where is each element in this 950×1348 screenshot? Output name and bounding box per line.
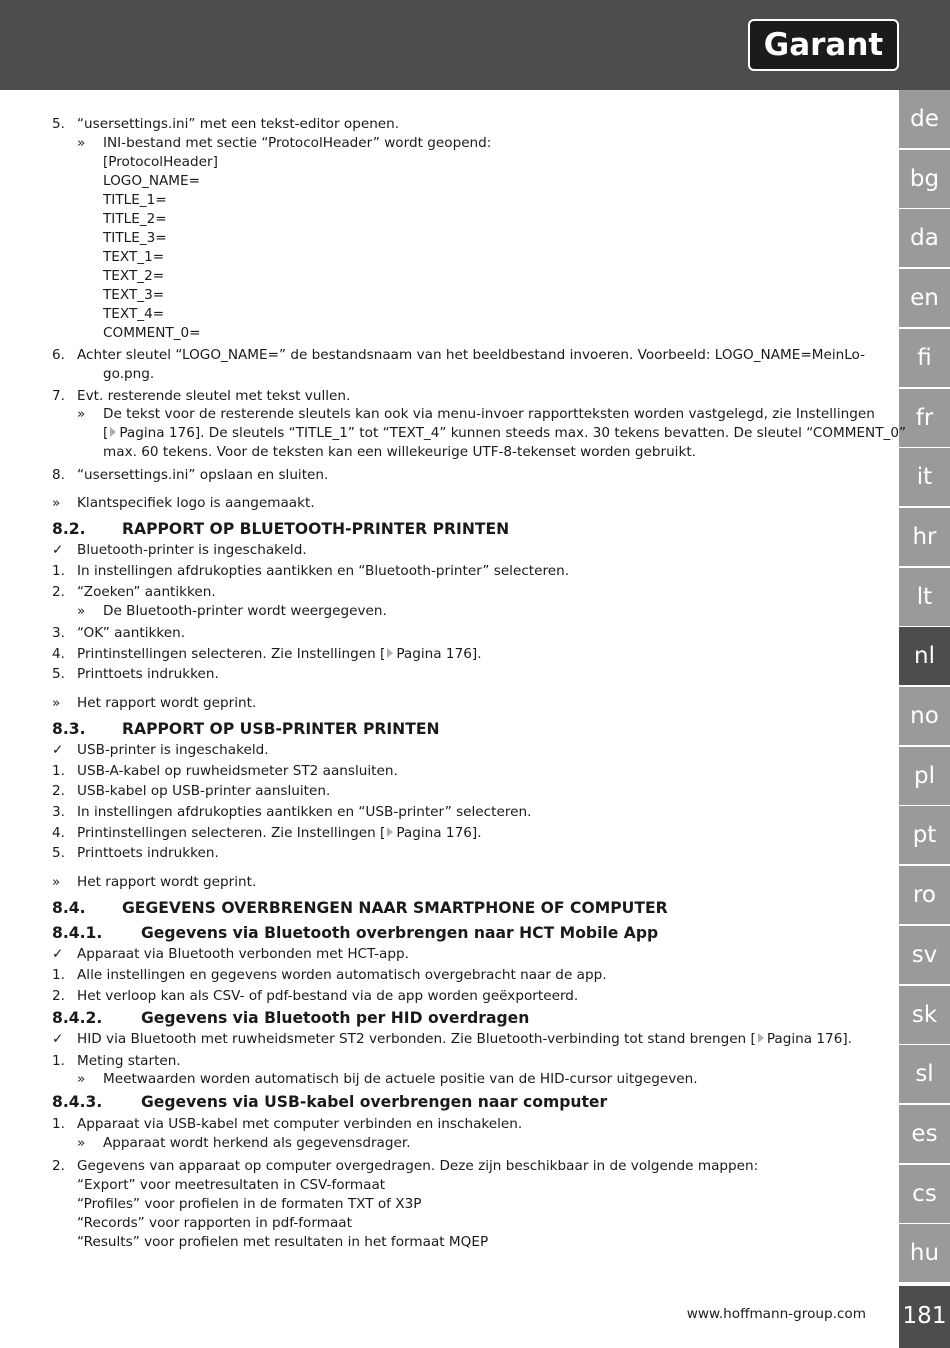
- body-text-line: Gegevens van apparaat op computer overgedragen. Deze zijn beschikbaar in de volgende mappen:: [77, 1158, 759, 1174]
- language-tab-pl[interactable]: pl: [899, 747, 950, 805]
- language-tab-de[interactable]: de: [899, 90, 950, 148]
- body-text-line: Het rapport wordt geprint.: [77, 695, 257, 711]
- body-text-line: TITLE_1=: [103, 192, 167, 208]
- result-marker: »: [52, 495, 61, 511]
- language-tab-sl[interactable]: sl: [899, 1045, 950, 1103]
- step-number: 1.: [52, 1116, 65, 1132]
- body-text-line: TEXT_4=: [103, 306, 165, 322]
- step-number: 4.: [52, 825, 65, 841]
- body-text-line: “Export” voor meetresultaten in CSV-formaat: [77, 1177, 386, 1193]
- checkmark-icon: ✓: [52, 742, 64, 758]
- language-tab-fr[interactable]: fr: [899, 389, 950, 447]
- body-text-line: [103, 424, 906, 443]
- step-number: 2.: [52, 584, 65, 600]
- body-text-line: [77, 645, 482, 664]
- body-text-line: Evt. resterende sleutel met tekst vullen.: [77, 388, 351, 404]
- body-text-line: TITLE_3=: [103, 230, 167, 246]
- language-tab-es[interactable]: es: [899, 1105, 950, 1163]
- page-number: 181: [899, 1286, 950, 1348]
- language-tab-en[interactable]: en: [899, 269, 950, 327]
- step-number: 3.: [52, 804, 65, 820]
- section-title: Gegevens via USB-kabel overbrengen naar computer: [141, 1093, 608, 1111]
- step-number: 5.: [52, 666, 65, 682]
- step-number: 1.: [52, 563, 65, 579]
- body-text-line: Apparaat via Bluetooth verbonden met HCT-app.: [77, 946, 409, 962]
- step-number: 5.: [52, 845, 65, 861]
- text-part: HID via Bluetooth met ruwheidsmeter ST2 verbonden. Zie Bluetooth-verbinding tot stand brengen [: [77, 1031, 756, 1047]
- checkmark-icon: ✓: [52, 542, 64, 558]
- page-reference-link[interactable]: Pagina 176: [396, 825, 472, 841]
- body-text-line: “Profiles” voor profielen in de formaten TXT of X3P: [77, 1196, 422, 1212]
- text-part: Printinstellingen selecteren. Zie Instellingen [: [77, 646, 386, 662]
- step-number: 8.: [52, 467, 65, 483]
- step-number: 7.: [52, 388, 65, 404]
- result-marker: »: [77, 1071, 86, 1087]
- language-tab-sv[interactable]: sv: [899, 926, 950, 984]
- body-text-line: [77, 1030, 852, 1049]
- body-text-line: max. 60 tekens. Voor de teksten kan een willekeurige UTF-8-tekenset worden gebruikt.: [103, 444, 696, 460]
- step-number: 6.: [52, 347, 65, 363]
- body-text-line: Apparaat via USB-kabel met computer verbinden en inschakelen.: [77, 1116, 523, 1132]
- step-number: 1.: [52, 763, 65, 779]
- result-marker: »: [52, 874, 61, 890]
- step-number: 2.: [52, 988, 65, 1004]
- step-number: 2.: [52, 1158, 65, 1174]
- cross-reference-arrow-icon: [758, 1033, 764, 1043]
- section-number: 8.4.2.: [52, 1009, 103, 1027]
- section-number: 8.3.: [52, 720, 86, 738]
- text-part: ].: [471, 825, 482, 841]
- body-text-line: “OK” aantikken.: [77, 625, 186, 641]
- body-text-line: Achter sleutel “LOGO_NAME=” de bestandsnaam van het beeldbestand invoeren. Voorbeeld: LOGO_NAME=MeinLo-: [77, 347, 866, 363]
- body-text-line: USB-printer is ingeschakeld.: [77, 742, 269, 758]
- body-text-line: In instellingen afdrukopties aantikken en “USB-printer” selecteren.: [77, 804, 532, 820]
- section-number: 8.4.1.: [52, 924, 103, 942]
- language-tab-nl[interactable]: nl: [899, 627, 950, 685]
- body-text-line: Printtoets indrukken.: [77, 845, 219, 861]
- step-number: 1.: [52, 967, 65, 983]
- body-text-line: Klantspecifiek logo is aangemaakt.: [77, 495, 315, 511]
- language-tab-no[interactable]: no: [899, 687, 950, 745]
- body-text-line: Bluetooth-printer is ingeschakeld.: [77, 542, 307, 558]
- body-text-line: TEXT_2=: [103, 268, 165, 284]
- text-part: Printinstellingen selecteren. Zie Instellingen [: [77, 825, 386, 841]
- language-tab-da[interactable]: da: [899, 209, 950, 267]
- body-text-line: “usersettings.ini” met een tekst-editor openen.: [77, 116, 400, 132]
- text-part: ].: [842, 1031, 852, 1047]
- language-tab-sk[interactable]: sk: [899, 986, 950, 1044]
- page-reference-link[interactable]: Pagina 176: [396, 646, 472, 662]
- step-number: 1.: [52, 1053, 65, 1069]
- section-title: RAPPORT OP USB-PRINTER PRINTEN: [122, 720, 440, 738]
- body-text-line: De tekst voor de resterende sleutels kan ook via menu-invoer rapportteksten worden vastgelegd, zie Instellingen: [103, 406, 875, 422]
- body-text-line: TEXT_1=: [103, 249, 165, 265]
- body-text-line: COMMENT_0=: [103, 325, 201, 341]
- text-part: [: [103, 425, 109, 441]
- language-tab-ro[interactable]: ro: [899, 866, 950, 924]
- checkmark-icon: ✓: [52, 946, 64, 962]
- footer-url[interactable]: www.hoffmann-group.com: [686, 1306, 866, 1322]
- step-number: 4.: [52, 646, 65, 662]
- text-part: ]. De sleutels “TITLE_1” tot “TEXT_4” kunnen steeds max. 30 tekens bevatten. De sleutel “COMMENT_0”: [194, 425, 907, 441]
- step-number: 2.: [52, 783, 65, 799]
- language-tab-hu[interactable]: hu: [899, 1224, 950, 1282]
- body-text-line: Apparaat wordt herkend als gegevensdrager.: [103, 1135, 411, 1151]
- language-tab-bg[interactable]: bg: [899, 150, 950, 208]
- language-tab-it[interactable]: it: [899, 448, 950, 506]
- result-marker: »: [77, 1135, 86, 1151]
- body-text-line: TITLE_2=: [103, 211, 167, 227]
- body-text-line: TEXT_3=: [103, 287, 165, 303]
- body-text-line: “Results” voor profielen met resultaten in het formaat MQEP: [77, 1234, 489, 1250]
- body-text-line: De Bluetooth-printer wordt weergegeven.: [103, 603, 387, 619]
- body-text-line: go.png.: [103, 366, 155, 382]
- section-title: GEGEVENS OVERBRENGEN NAAR SMARTPHONE OF COMPUTER: [122, 899, 668, 917]
- section-title: Gegevens via Bluetooth overbrengen naar HCT Mobile App: [141, 924, 659, 942]
- section-number: 8.4.3.: [52, 1093, 103, 1111]
- language-tab-fi[interactable]: fi: [899, 329, 950, 387]
- language-tab-lt[interactable]: lt: [899, 568, 950, 626]
- body-text-line: USB-kabel op USB-printer aansluiten.: [77, 783, 331, 799]
- result-marker: »: [77, 603, 86, 619]
- body-text-line: LOGO_NAME=: [103, 173, 200, 189]
- section-title: RAPPORT OP BLUETOOTH-PRINTER PRINTEN: [122, 520, 510, 538]
- body-text-line: “Records” voor rapporten in pdf-formaat: [77, 1215, 352, 1231]
- body-text-line: In instellingen afdrukopties aantikken en “Bluetooth-printer” selecteren.: [77, 563, 570, 579]
- body-text-line: Alle instellingen en gegevens worden automatisch overgebracht naar de app.: [77, 967, 607, 983]
- garant-logo: Garant: [748, 19, 899, 71]
- checkmark-icon: ✓: [52, 1031, 64, 1047]
- body-text-line: [77, 824, 482, 843]
- page-reference-link[interactable]: Pagina 176: [766, 1031, 843, 1047]
- cross-reference-arrow-icon: [387, 827, 393, 837]
- page-reference-link[interactable]: Pagina 176: [119, 425, 195, 441]
- step-number: 5.: [52, 116, 65, 132]
- language-tab-pt[interactable]: pt: [899, 806, 950, 864]
- section-number: 8.2.: [52, 520, 86, 538]
- section-number: 8.4.: [52, 899, 86, 917]
- section-title: Gegevens via Bluetooth per HID overdragen: [141, 1009, 530, 1027]
- body-text-line: Meting starten.: [77, 1053, 181, 1069]
- body-text-line: USB-A-kabel op ruwheidsmeter ST2 aansluiten.: [77, 763, 398, 779]
- body-text-line: “usersettings.ini” opslaan en sluiten.: [77, 467, 329, 483]
- result-marker: »: [77, 135, 86, 151]
- body-text-line: INI-bestand met sectie “ProtocolHeader” wordt geopend:: [103, 135, 492, 151]
- cross-reference-arrow-icon: [110, 427, 116, 437]
- body-text-line: Printtoets indrukken.: [77, 666, 219, 682]
- cross-reference-arrow-icon: [387, 648, 393, 658]
- body-text-line: Het rapport wordt geprint.: [77, 874, 257, 890]
- language-sidebar: [899, 90, 950, 1348]
- text-part: ].: [471, 646, 482, 662]
- body-text-line: Meetwaarden worden automatisch bij de actuele positie van de HID-cursor uitgegeven.: [103, 1071, 698, 1087]
- body-text-line: [ProtocolHeader]: [103, 154, 218, 170]
- body-text-line: Het verloop kan als CSV- of pdf-bestand via de app worden geëxporteerd.: [77, 988, 579, 1004]
- body-text-line: “Zoeken” aantikken.: [77, 584, 216, 600]
- language-tab-cs[interactable]: cs: [899, 1165, 950, 1223]
- step-number: 3.: [52, 625, 65, 641]
- result-marker: »: [52, 695, 61, 711]
- language-tab-hr[interactable]: hr: [899, 508, 950, 566]
- result-marker: »: [77, 406, 86, 422]
